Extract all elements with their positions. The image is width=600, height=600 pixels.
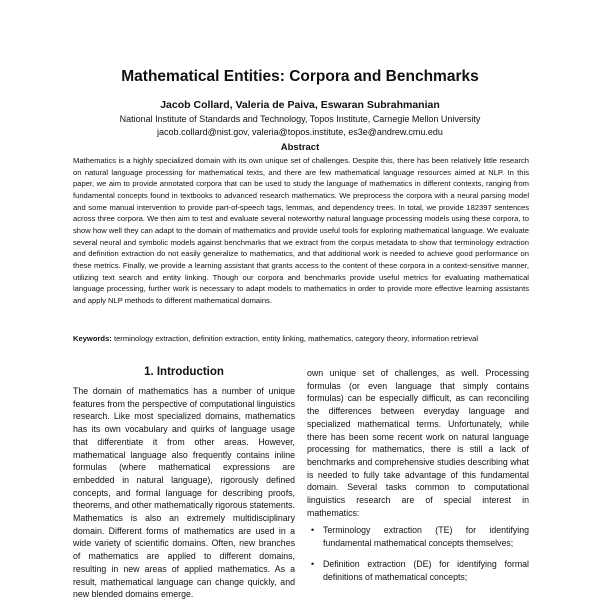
affiliations: National Institute of Standards and Technology, Topos Institute, Carnegie Mellon University (119, 114, 481, 124)
abstract-heading: Abstract (280, 142, 320, 153)
keywords (73, 333, 529, 357)
introduction-left-column: The domain of mathematics has a number of unique features from the perspective of computational linguistics research. Like most specialized domains, mathematics has its own vocabulary and quirks of language usage that differentiate it from other areas. However, mathematical language also frequently contains inline formulas (where mathematical expressions are embedded in natural language), rigorously defined concepts, and formal language for describing proofs, theorems, and other mathematically rigorous statements. Mathematics is also an extremely multidisciplinary domain. Different forms of mathematics are used in a wide variety of scientific domains. Often, new branches of mathematics are applied to different domains, resulting in new areas of applied mathematics. As a result, mathematical language can change quickly, and new blended domains emerge. (73, 386, 295, 600)
bullet-icon: • (311, 525, 315, 535)
bullet-text: Terminology extraction (TE) for identifying fundamental mathematical concepts themselves; (323, 525, 529, 548)
list-item (307, 558, 529, 583)
keywords-label: Keywords: (73, 334, 112, 343)
keywords-text: terminology extraction, definition extraction, entity linking, mathematics, category theory, information retrieval (113, 334, 479, 343)
introduction-right-column: own unique set of challenges, as well. Processing formulas (or even language that simply contains formulas) can be especially difficult, as can reconciling the differences between everyday language and specialized mathematical terms. Unfortunately, while there has been some recent work on natural language processing for mathematics, there is still a lack of benchmarks and comprehensive studies describing what is needed to fully take advantage of this fundamental domain. Several tasks common to computational linguistics research are of special interest in mathematics: (307, 368, 529, 518)
paper-title: Mathematical Entities: Corpora and Benchmarks (121, 68, 479, 85)
abstract-text: Mathematics is a highly specialized domain with its own unique set of challenges. Despite this, there has been relatively little research on natural language processing for mathematical texts, and there are few mathematical language resources aimed at NLP. In this paper, we aim to provide annotated corpora that can be used to study the language of mathematics in different contexts, ranging from fundamental concepts found in textbooks to advanced research mathematics. We preprocess the corpora with a neural parsing model and some manual intervention to provide part-of-speech tags, lemmas, and dependency trees. In total, we provide 182397 sentences across three corpora. We then aim to test and evaluate several noteworthy natural language processing models using these corpora, to show how well they can adapt to the domain of mathematics and provide useful tools for exploring mathematical language. We evaluate several neural and symbolic models against benchmarks that we extract from the corpus metadata to show that terminology extraction and definition extraction do not easily generalize to mathematics, and that additional work is needed to achieve good performance on these metrics. Finally, we provide a learning assistant that grants access to the content of these corpora in a context-sensitive manner, utilizing text search and entity linking. Though our corpora and benchmarks provide useful metrics for evaluating mathematical language processing, further work is necessary to adapt models to mathematics in order to provide more effective learning assistants and apply NLP methods to different mathematical domains. (73, 156, 529, 305)
bullet-text: Definition extraction (DE) for identifying formal definitions of mathematical concepts; (323, 559, 529, 583)
task-bullet-list (307, 524, 529, 600)
bullet-icon: • (311, 559, 315, 570)
author-list: Jacob Collard, Valeria de Paiva, Eswaran Subrahmanian (160, 99, 440, 111)
author-emails: jacob.collard@nist.gov, valeria@topos.institute, es3e@andrew.cmu.edu (157, 127, 443, 137)
list-item (307, 524, 529, 549)
section-heading-introduction: 1. Introduction (144, 366, 224, 378)
